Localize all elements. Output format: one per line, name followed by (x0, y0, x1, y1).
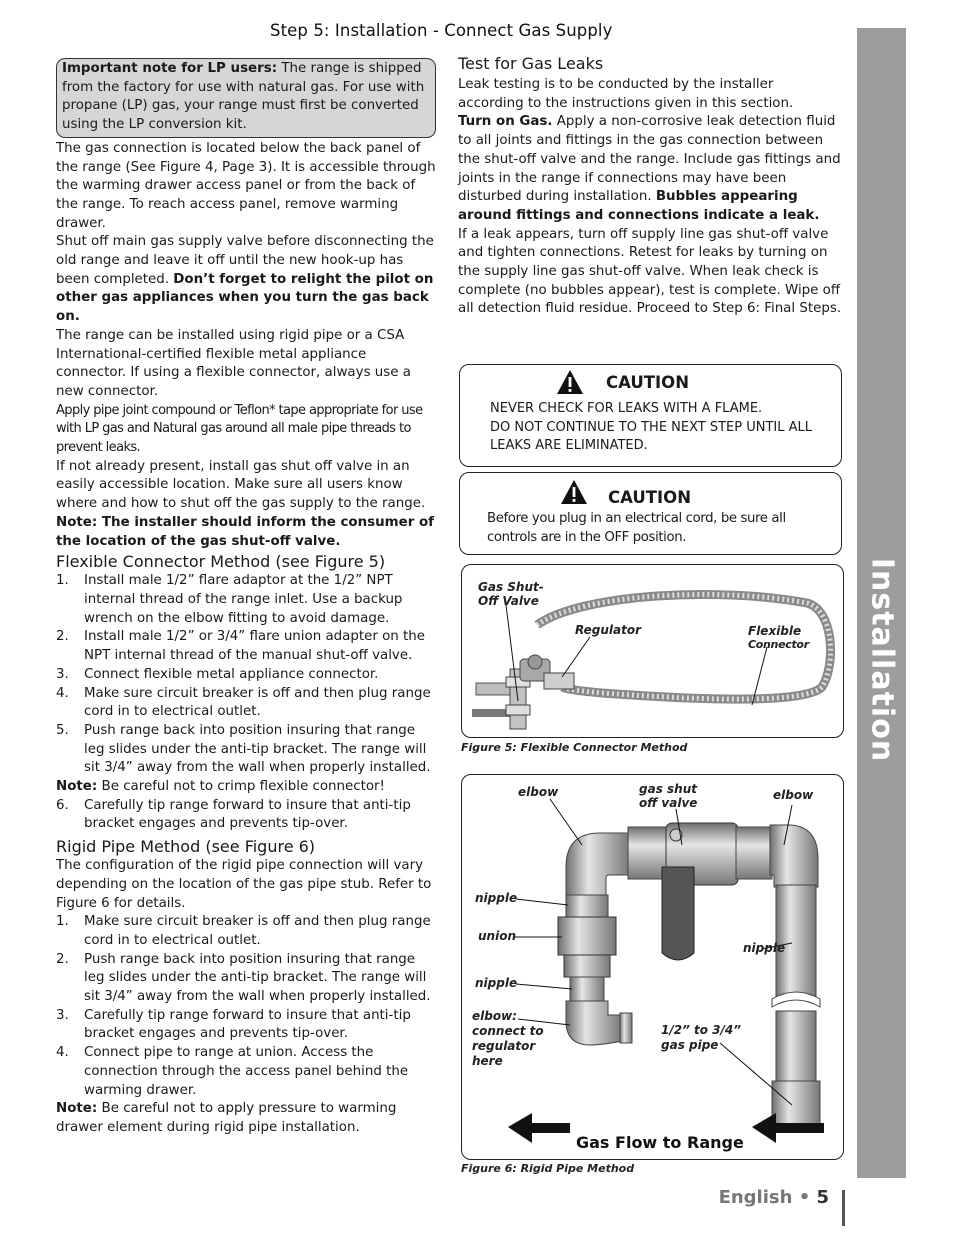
lp-note-label: Important note for LP users: (62, 61, 278, 76)
step-text: Push range back into position insuring that range leg slides under the anti-tip bracket. The range will sit 3/4” away from the wall when properly installed. (84, 951, 431, 1005)
step-number: 1. (56, 573, 69, 589)
list-item (56, 1044, 436, 1100)
label-line: elbow: (472, 1009, 517, 1023)
bubbles-warning: Bubbles appearing around fittings and connections indicate a leak. (458, 189, 820, 223)
list-item (56, 628, 436, 665)
label-nipple-top: nipple (475, 891, 518, 905)
leaks-heading: Test for Gas Leaks (458, 54, 604, 73)
label-nipple-bottom: nipple (475, 976, 518, 990)
step-text: Install male 1/2” flare adaptor at the 1/2” NPT internal thread of the range inlet. Use a backup wrench on the elbow fitting to avoid damage. (84, 573, 403, 626)
shut-off-para (56, 233, 436, 327)
label-elbow-left: elbow (518, 785, 559, 799)
leak-appears-para: If a leak appears, turn off supply line gas shut-off valve and tighten connections. Retest for leaks by turning on the supply line gas shut-off valve. When leak check is complete (no bubbles appear), test is complete. Wipe off all detection fluid residue. Proceed to Step 6: Final Steps. (458, 226, 842, 317)
flex-note-text: Be careful not to crimp flexible connector! (97, 779, 385, 795)
list-item (56, 722, 436, 778)
step-number: 5. (56, 722, 69, 738)
footer-language: English • (718, 1187, 817, 1208)
label-line: here (472, 1054, 503, 1068)
caution-title: CAUTION (606, 373, 689, 392)
label-gas-pipe (661, 1023, 741, 1053)
lp-note-text: The range is shipped from the factory for use with natural gas. For use with propane (LP) gas, your range must first be converted using the LP conversion kit. (62, 61, 425, 133)
flex-heading-text: Flexible Connector Method (56, 552, 271, 572)
list-item (56, 1007, 436, 1044)
rigid-heading (56, 837, 436, 857)
label-gas-shutoff-valve (478, 580, 544, 608)
step-text: Connect pipe to range at union. Access the connection through the access panel behind the warming drawer. (84, 1045, 409, 1098)
leaks-intro: Leak testing is to be conducted by the installer according to the instructions given in this section. (458, 77, 794, 111)
label-flexible-connector (748, 624, 809, 652)
step-text: Make sure circuit breaker is off and then plug range cord in to electrical outlet. (84, 914, 431, 948)
label-nipple-right: nipple (743, 941, 786, 955)
step-number: 2. (56, 951, 69, 967)
pipe-compound-para: Apply pipe joint compound or Teflon* tape appropriate for use with LP gas and Natural gas around all male pipe threads to prevent leaks. (56, 402, 423, 456)
label-line: 1/2” to 3/4” (661, 1023, 741, 1037)
label-line: gas shut (639, 782, 697, 796)
step-number: 4. (56, 1045, 69, 1061)
step-text: Carefully tip range forward to insure that anti-tip bracket engages and prevents tip-over. (84, 797, 411, 832)
gas-connection-para: The gas connection is located below the back panel of the range (See Figure 4, Page 3). It is accessible through the warming drawer access panel or from the back of the range. To reach access panel, remove warming drawer. (56, 140, 436, 231)
step-text: Install male 1/2” or 3/4” flare union adapter on the NPT internal thread of the manual shut-off valve. (84, 629, 426, 664)
flex-heading-ref: (see Figure 5) (270, 552, 386, 572)
figure-6-rigid-pipe (461, 774, 844, 1160)
list-item (56, 685, 436, 722)
label-line: regulator (472, 1039, 536, 1053)
step-number: 3. (56, 1007, 69, 1023)
figure-6-caption: Figure 6: Rigid Pipe Method (461, 1162, 635, 1175)
rigid-intro: The configuration of the rigid pipe connection will vary depending on the location of the gas pipe stub. Refer to Figure 6 for details. (56, 858, 432, 911)
installer-note-text: Note: The installer should inform the consumer of the location of the gas shut-off valve. (56, 514, 434, 549)
figure-5-flexible-connector (461, 564, 844, 738)
flex-steps-list (56, 572, 436, 778)
shut-off-text: Shut off main gas supply valve before disconnecting the old range and leave it off until the new hook-up has been completed. (56, 234, 434, 287)
rigid-heading-ref: (see Figure 6) (200, 837, 316, 857)
label-line: gas pipe (661, 1038, 719, 1052)
side-tab-label (857, 557, 906, 763)
caution-text: Before you plug in an electrical cord, be sure all controls are in the OFF position. (487, 511, 786, 545)
shut-off-valve-para: If not already present, install gas shut off valve in an easily accessible location. Make sure all users know where and how to shut off the gas supply to the range. (56, 458, 426, 512)
step-number: 1. (56, 914, 69, 930)
label-regulator: Regulator (575, 623, 642, 637)
step-number: 2. (56, 629, 69, 645)
caution-text (490, 400, 835, 456)
figure-5-caption: Figure 5: Flexible Connector Method (461, 741, 688, 754)
label-line: Off Valve (478, 594, 539, 608)
step-text: Connect flexible metal appliance connector. (84, 666, 379, 682)
right-column (458, 53, 842, 319)
turn-on-gas-text: Apply a non-corrosive leak detection fluid to all joints and fittings in the gas connection between the shut-off valve and the range. Include gas fittings and joints in the range if connections may have been disturbed during installation. (458, 114, 841, 205)
warning-icon (559, 478, 589, 506)
label-line: off valve (639, 796, 698, 810)
step-text: Make sure circuit breaker is off and then plug range cord in to electrical outlet. (84, 685, 431, 720)
step-text: Carefully tip range forward to insure that anti-tip bracket engages and prevents tip-over. (84, 1007, 411, 1042)
rigid-note-label: Note: (56, 1101, 98, 1117)
step-text: Push range back into position insuring that range leg slides under the anti-tip bracket. The range will sit 3/4” away from the wall when properly installed. (84, 722, 431, 776)
label-line: Connector (748, 638, 809, 651)
page-number: 5 (816, 1187, 829, 1208)
side-tab-text: Installation (864, 557, 899, 763)
caution-box-electrical (459, 472, 842, 555)
list-item (56, 913, 436, 950)
installer-note (56, 514, 436, 551)
caution-line-1: NEVER CHECK FOR LEAKS WITH A FLAME. (490, 401, 763, 416)
list-item (56, 951, 436, 1007)
rigid-note-text: Be careful not to apply pressure to warming drawer element during rigid pipe installation. (56, 1101, 397, 1135)
flex-steps-list-cont (56, 797, 436, 834)
page-footer (719, 1187, 829, 1208)
step-title: Step 5: Installation - Connect Gas Supply (270, 21, 613, 40)
caution-line-2: DO NOT CONTINUE TO THE NEXT STEP UNTIL ALL LEAKS ARE ELIMINATED. (490, 419, 813, 454)
label-line: Gas Shut- (478, 580, 544, 594)
list-item (56, 572, 436, 628)
rigid-pipe-diagram (462, 775, 844, 1160)
label-elbow-right: elbow (773, 788, 814, 802)
label-line: Flexible (748, 624, 802, 638)
flex-note (56, 778, 436, 797)
turn-on-gas-label: Turn on Gas. (458, 114, 553, 130)
label-union: union (478, 929, 516, 943)
rigid-steps-list (56, 913, 436, 1100)
list-item (56, 797, 436, 834)
warning-icon (555, 368, 585, 396)
caution-box-flame (459, 364, 842, 467)
step-number: 4. (56, 685, 69, 701)
relight-warning: Don’t forget to relight the pilot on other gas appliances when you turn the gas back on. (56, 271, 434, 325)
step-number: 6. (56, 797, 69, 813)
label-line: connect to (472, 1024, 544, 1038)
caution-title: CAUTION (608, 488, 691, 507)
step-number: 3. (56, 666, 69, 682)
label-gas-shutoff-valve (639, 782, 697, 810)
gas-flow-label: Gas Flow to Range (576, 1133, 744, 1152)
footer-divider (842, 1190, 845, 1226)
flex-heading (56, 552, 436, 572)
turn-on-gas-para (458, 113, 842, 225)
left-column (56, 58, 436, 1138)
lp-note-box (56, 58, 436, 138)
flex-note-label: Note: (56, 779, 98, 795)
label-elbow-regulator (472, 1009, 544, 1069)
rigid-or-flex-para: The range can be installed using rigid pipe or a CSA International-certified flexible metal appliance connector. If using a flexible connector, always use a new connector. (56, 327, 411, 399)
rigid-note (56, 1100, 436, 1137)
list-item (56, 666, 436, 685)
rigid-heading-text: Rigid Pipe Method (56, 837, 201, 857)
